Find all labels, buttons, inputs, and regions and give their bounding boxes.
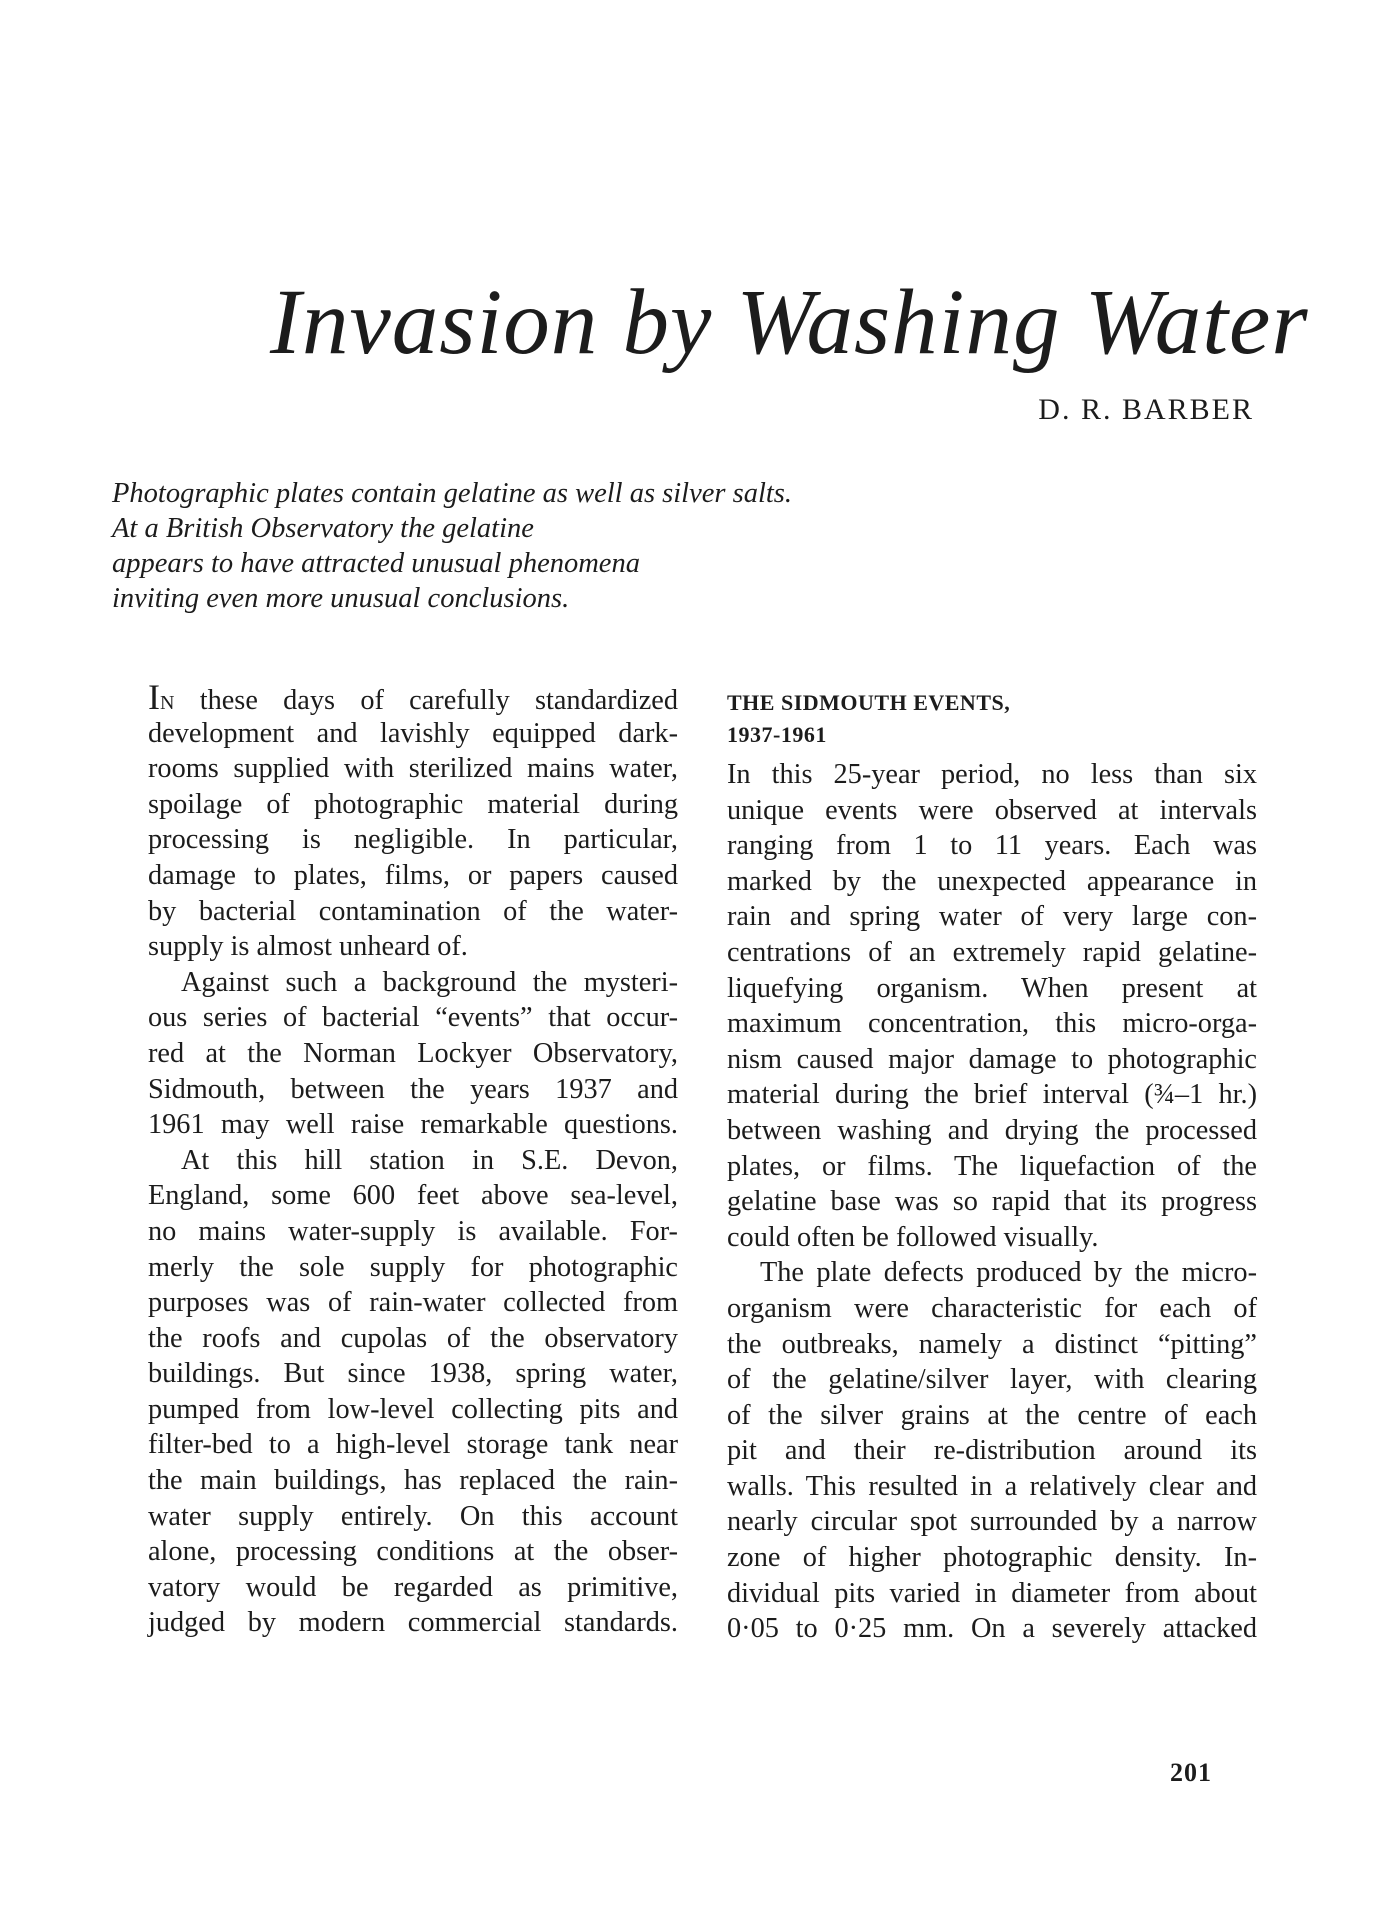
text-line: vatory would be regarded as primitive, [148, 1571, 678, 1603]
text-line: England, some 600 feet above sea-level, [148, 1180, 678, 1212]
deck-line: inviting even more unusual conclusions. [112, 583, 570, 614]
text-line: Sidmouth, between the years 1937 and [148, 1073, 678, 1105]
text-line: liquefying organism. When present at [727, 972, 1257, 1004]
text-line: water supply entirely. On this account [148, 1500, 678, 1532]
text-line: filter-bed to a high-level storage tank near [148, 1429, 678, 1461]
text-line: supply is almost unheard of. [148, 931, 468, 963]
text-line: no mains water-supply is available. For- [148, 1215, 678, 1247]
text-line: The plate defects produced by the micro- [760, 1257, 1257, 1289]
text-line: red at the Norman Lockyer Observatory, [148, 1037, 678, 1069]
text-line: judged by modern commercial standards. [148, 1607, 678, 1639]
text-line: 1961 may well raise remarkable questions. [148, 1109, 678, 1141]
text-line: pumped from low-level collecting pits and [148, 1393, 678, 1425]
text-line: ous series of bacterial “events” that occur- [148, 1002, 678, 1034]
text-line: walls. This resulted in a relatively clear and [727, 1470, 1257, 1502]
text-line: unique events were observed at intervals [727, 794, 1257, 826]
text-line: gelatine base was so rapid that its progress [727, 1186, 1257, 1218]
text-line: damage to plates, films, or papers caused [148, 859, 678, 891]
text-line [148, 677, 678, 717]
text-line-rest: these days of carefully standardized [174, 685, 678, 716]
text-line: centrations of an extremely rapid gelatine- [727, 936, 1257, 968]
text-line: rooms supplied with sterilized mains water, [148, 753, 678, 785]
text-line: dividual pits varied in diameter from about [727, 1577, 1257, 1609]
page-number: 201 [1170, 1758, 1212, 1787]
drop-cap-rest: n [160, 685, 175, 716]
text-line: processing is negligible. In particular, [148, 824, 678, 856]
text-line: material during the brief interval (¾–1 hr.) [727, 1079, 1257, 1111]
text-line: buildings. But since 1938, spring water, [148, 1358, 678, 1390]
text-line: the main buildings, has replaced the rain- [148, 1465, 678, 1497]
article-title: Invasion by Washing Water [270, 271, 1309, 374]
text-line: rain and spring water of very large con- [727, 901, 1257, 933]
text-line: 0·05 to 0·25 mm. On a severely attacked [727, 1613, 1257, 1645]
text-line: marked by the unexpected appearance in [727, 865, 1257, 897]
section-heading-line: THE SIDMOUTH EVENTS, [727, 690, 1011, 715]
drop-cap: I [148, 677, 160, 717]
text-line: zone of higher photographic density. In- [727, 1542, 1257, 1574]
text-line: ranging from 1 to 11 years. Each was [727, 830, 1257, 862]
right-column [727, 680, 1257, 1647]
article-deck [112, 476, 832, 616]
text-line: Against such a background the mysteri- [181, 966, 678, 998]
text-line: pit and their re-distribution around its [727, 1435, 1257, 1467]
section-heading-line: 1937-1961 [727, 722, 827, 747]
text-line: development and lavishly equipped dark- [148, 717, 678, 749]
text-line: of the gelatine/silver layer, with clearing [727, 1364, 1257, 1396]
text-line: purposes was of rain-water collected from [148, 1287, 678, 1319]
text-line: between washing and drying the processed [727, 1114, 1257, 1146]
text-line: In this 25-year period, no less than six [727, 759, 1257, 790]
text-line: the roofs and cupolas of the observatory [148, 1322, 678, 1354]
section-heading [727, 687, 1257, 751]
text-line: spoilage of photographic material during [148, 788, 678, 820]
text-line: nearly circular spot surrounded by a narrow [727, 1506, 1257, 1538]
deck-line: Photographic plates contain gelatine as well as silver salts. [112, 478, 792, 509]
text-line: maximum concentration, this micro-orga- [727, 1008, 1257, 1040]
text-line: of the silver grains at the centre of each [727, 1399, 1257, 1431]
left-column [148, 677, 678, 1641]
author-byline: D. R. BARBER [1038, 393, 1254, 426]
text-line: by bacterial contamination of the water- [148, 895, 678, 927]
deck-line: appears to have attracted unusual phenomena [112, 548, 640, 579]
text-line: At this hill station in S.E. Devon, [181, 1144, 678, 1176]
text-line: the outbreaks, namely a distinct “pitting” [727, 1328, 1257, 1360]
text-line: nism caused major damage to photographic [727, 1043, 1257, 1075]
text-line: merly the sole supply for photographic [148, 1251, 678, 1283]
text-line: could often be followed visually. [727, 1221, 1099, 1253]
text-line: organism were characteristic for each of [727, 1292, 1257, 1324]
text-line: alone, processing conditions at the obser- [148, 1536, 678, 1568]
text-line: plates, or films. The liquefaction of the [727, 1150, 1257, 1182]
deck-line: At a British Observatory the gelatine [112, 513, 534, 544]
